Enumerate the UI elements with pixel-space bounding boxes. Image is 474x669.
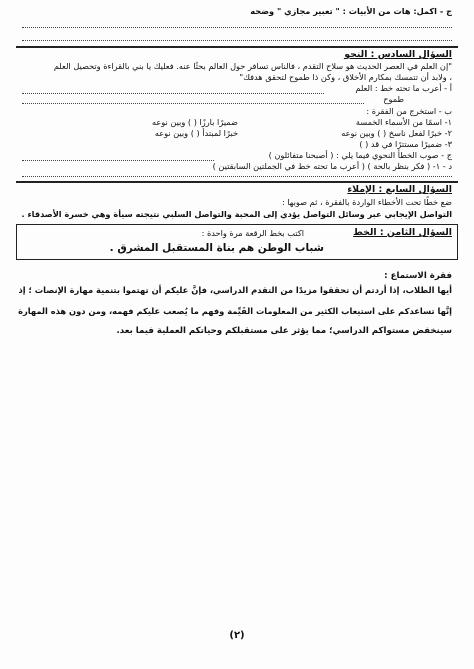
grammar-item-a: أ - أعرب ما تحته خط : العلم: [355, 83, 452, 93]
page-number: (٢): [229, 630, 245, 641]
answer-dotted-line: [22, 103, 364, 104]
listening-title: فقرة الاستماع :: [384, 271, 452, 281]
question-c-line: ج - اكمل: هات من الأبيات : " تعبير مجازي " وضحه: [250, 6, 452, 16]
grammar-b2-pronoun: خبرًا لمبتدأ ( ) وبين نوعه: [154, 128, 238, 138]
grammar-b1-pronoun: ضميرًا بارزًا ( ) وبين نوعه: [151, 117, 238, 127]
grammar-item-c: ج - صوب الخطأ النحوي فيما يلي : ( أصبحنا متفائلون ): [268, 150, 452, 160]
section-divider: [16, 181, 458, 183]
section-divider: [16, 46, 458, 48]
dictation-sentence: التواصل الإيجابي عبر وسائل التواصل يؤدي إلى المحبة والتواصل السلبي نتيجته سيأة وهي خسرة الأصدقاء .: [21, 209, 452, 219]
calligraphy-sentence: شباب الوطن هم بناة المستقبل المشرق .: [109, 242, 324, 254]
grammar-section-title: السؤال السادس : النحو: [344, 49, 452, 60]
dictation-section-title: السؤال السابع : الإملاء: [347, 184, 452, 195]
dictation-instruction: ضع خطًا تحت الأخطاء الواردة بالفقرة ، ثم صوبها :: [281, 197, 452, 207]
grammar-b3: ٣- ضميرًا مستترًا في قد ( ): [359, 139, 452, 149]
calligraphy-section-title: السؤال الثامن : الخط: [353, 227, 452, 238]
answer-dotted-line: [22, 160, 214, 161]
grammar-b1: ١- اسمًا من الأسماء الخمسة: [355, 117, 452, 127]
grammar-item-b: ب - استخرج من الفقرة :: [366, 106, 452, 116]
grammar-word-tumooh: طموح: [383, 94, 404, 104]
listening-line: سينخفض مستواكم الدراسي؛ مما يؤثر على مستقبلكم وحياتكم العملية فيما بعد.: [116, 326, 452, 336]
answer-dotted-line: [22, 40, 452, 41]
grammar-passage-line: "إن العلم في العصر الحديث هو سلاح التقدم ، فالناس تسافر حول العالم بحثًا عنه. فعليك يا بني بالقراءة وتحصيل العلم: [53, 61, 452, 71]
answer-dotted-line: [22, 27, 452, 28]
grammar-item-d: د - ١- ( فكر بنظر بالحة ) ( أعرب ما تحته خط في الجملتين السابقتين ): [212, 161, 452, 171]
answer-dotted-line: [22, 93, 324, 94]
answer-dotted-line: [22, 176, 452, 177]
grammar-passage-line: ، ولابد أن تتمسك بمكارم الأخلاق ، وكن ذا طموح لتحقق هدفك": [239, 72, 452, 82]
grammar-b2: ٢- خبرًا لفعل ناسخ ( ) وبين نوعه: [341, 128, 452, 138]
listening-line: إنَّها تساعدكم على استيعاب الكثير من المعلومات القَيِّمة وفهم ما يُصعب عليكم فهمه، ومن دون هذه المهارة: [18, 306, 452, 316]
calligraphy-instruction: اكتب بخط الرقعة مرة واحدة :: [201, 228, 304, 238]
listening-line: أيها الطلاب، إذا أردتم أن تحققوا مزيدًا من التقدم الدراسي، فإنَّ عليكم أن تهتموا بتنمية مهارة الإنصات ؛ إذ: [18, 285, 452, 295]
